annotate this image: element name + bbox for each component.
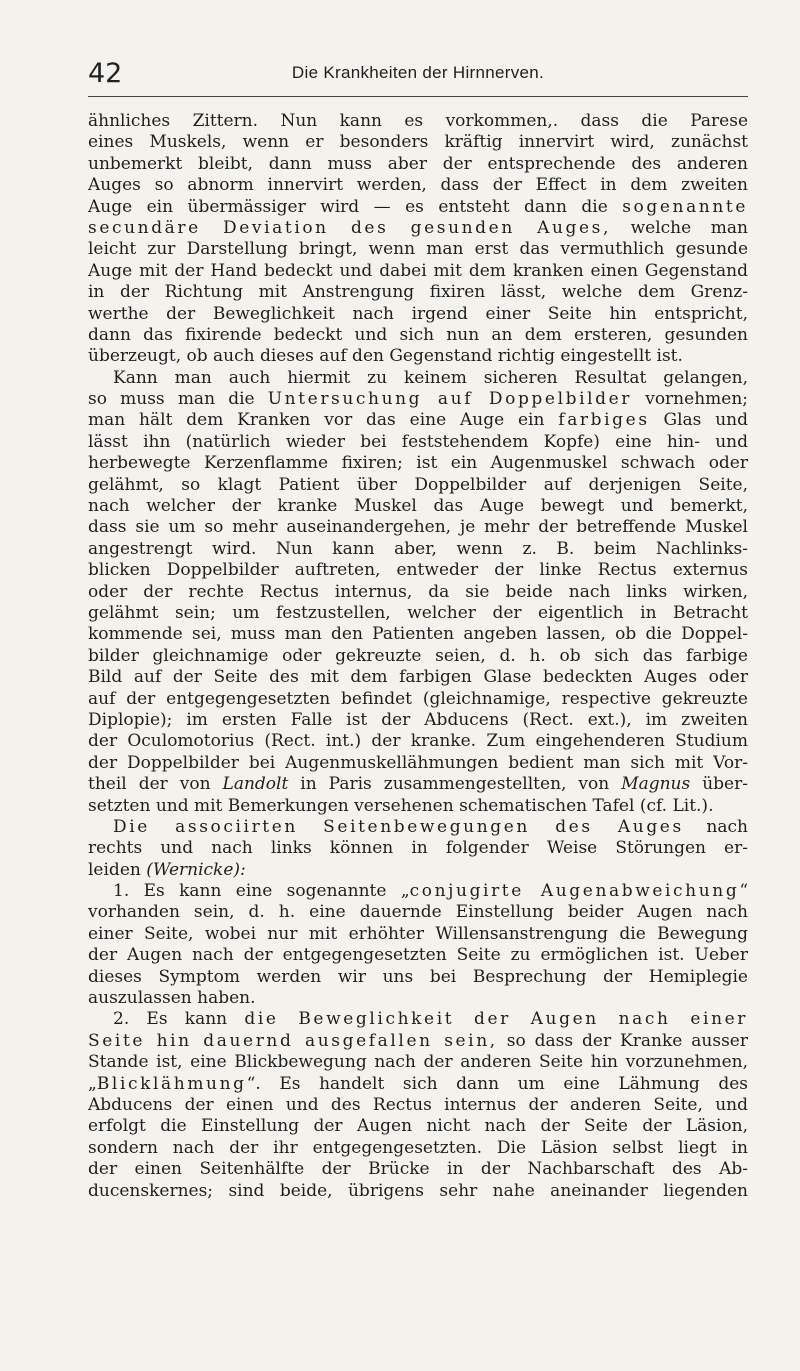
- line-text: leiden: [88, 859, 147, 880]
- line-text: “. Es handelt sich dann um eine Lähmung des: [246, 1073, 748, 1094]
- text-line: [88, 282, 748, 303]
- text-line: [88, 1009, 748, 1030]
- text-line: [88, 1052, 748, 1073]
- text-line: [88, 539, 748, 560]
- line-text: „: [88, 1073, 97, 1094]
- line-text: Bild auf der Seite des mit dem farbigen Glase bedeckten Auges oder: [88, 667, 748, 688]
- line-text: Auges so abnorm innervirt werden, dass der Effect in dem zweiten: [88, 175, 748, 196]
- text-line: [88, 304, 748, 325]
- text-line: [88, 496, 748, 517]
- line-text: vorhanden sein, d. h. eine dauernde Einstellung beider Augen nach: [88, 902, 748, 923]
- spaced-text: Untersuchung auf Doppelbilder: [267, 389, 633, 410]
- line-text: gelähmt sein; um festzustellen, welcher der eigentlich in Betracht: [88, 602, 748, 623]
- text-line: [88, 475, 748, 496]
- text-line: [88, 796, 748, 817]
- line-text: angestrengt wird. Nun kann aber, wenn z. B. beim Nachlinks-: [88, 538, 748, 559]
- text-line: [88, 817, 748, 838]
- text-line: [88, 731, 748, 752]
- line-text: Stande ist, eine Blickbewegung nach der anderen Seite hin vorzunehmen,: [88, 1052, 748, 1073]
- text-line: [88, 517, 748, 538]
- line-text: 2. Es kann: [113, 1009, 245, 1030]
- line-text: kommende sei, muss man den Patienten angeben lassen, ob die Doppel-: [88, 624, 748, 645]
- line-text: auszulassen haben.: [88, 988, 256, 1009]
- running-title: Die Krankheiten der Hirnnerven.: [291, 63, 545, 82]
- text-line: [88, 389, 748, 410]
- text-line: [88, 945, 748, 966]
- spaced-text: Blicklähmung: [96, 1073, 247, 1094]
- line-text: Auge mit der Hand bedeckt und dabei mit dem kranken einen Gegenstand: [88, 260, 748, 281]
- line-text: “: [739, 881, 748, 902]
- line-text: nach: [683, 816, 748, 837]
- line-text: unbemerkt bleibt, dann muss aber der entsprechende des anderen: [88, 153, 748, 174]
- text-line: [88, 1031, 748, 1052]
- line-text: der einen Seitenhälfte der Brücke in der Nachbarschaft des Ab-: [88, 1159, 748, 1180]
- text-line: [88, 924, 748, 945]
- text-line: [88, 838, 748, 859]
- line-text: leicht zur Darstellung bringt, wenn man erst das vermuthlich gesunde: [88, 239, 748, 260]
- text-line: [88, 667, 748, 688]
- text-line: [88, 1116, 748, 1137]
- italic-text: Landolt: [222, 774, 289, 795]
- text-line: [88, 239, 748, 260]
- spaced-text: Die associirten Seitenbewegungen des Auges: [113, 816, 684, 837]
- line-text: lässt ihn (natürlich wieder bei feststehendem Kopfe) eine hin- und: [88, 431, 748, 452]
- line-text: gelähmt, so klagt Patient über Doppelbilder auf derjenigen Seite,: [88, 474, 748, 495]
- text-line: [88, 624, 748, 645]
- line-text: bilder gleichnamige oder gekreuzte seien, d. h. ob sich das farbige: [88, 645, 748, 666]
- line-text: blicken Doppelbilder auftreten, entweder der linke Rectus externus: [88, 560, 748, 581]
- line-text: überzeugt, ob auch dieses auf den Gegenstand richtig eingestellt ist.: [88, 346, 683, 367]
- line-text: oder der rechte Rectus internus, da sie beide nach links wirken,: [88, 581, 748, 602]
- line-text: dass sie um so mehr auseinandergehen, je mehr der betreffende Muskel: [88, 517, 748, 538]
- text-line: [88, 1159, 748, 1180]
- text-line: [88, 154, 748, 175]
- text-line: [88, 346, 748, 367]
- text-line: [88, 582, 748, 603]
- text-line: [88, 325, 748, 346]
- text-line: [88, 1074, 748, 1095]
- line-text: dann das fixirende bedeckt und sich nun an dem ersteren, gesunden: [88, 324, 748, 345]
- italic-text: (Wernicke):: [146, 859, 246, 880]
- line-text: so dass der Kranke ausser: [497, 1030, 748, 1051]
- text-line: [88, 646, 748, 667]
- line-text: vornehmen;: [632, 389, 748, 410]
- line-text: über-: [690, 774, 748, 795]
- line-text: eines Muskels, wenn er besonders kräftig innervirt wird, zunächst: [88, 132, 748, 153]
- text-line: [88, 881, 748, 902]
- line-text: in Paris zusammengestellten, von: [288, 774, 622, 795]
- text-line: [88, 132, 748, 153]
- line-text: ducenskernes; sind beide, übrigens sehr nahe aneinander liegenden: [88, 1180, 748, 1201]
- line-text: der Augen nach der entgegengesetzten Seite zu ermöglichen ist. Ueber: [88, 945, 748, 966]
- body-text: [88, 111, 748, 1202]
- line-text: so muss man die: [88, 389, 268, 410]
- italic-text: Magnus: [621, 774, 691, 795]
- spaced-text: sogenannte: [622, 196, 748, 217]
- line-text: man hält dem Kranken vor das eine Auge ein: [88, 410, 559, 431]
- text-line: [88, 218, 748, 239]
- text-line: [88, 560, 748, 581]
- text-line: [88, 410, 748, 431]
- text-line: [88, 902, 748, 923]
- spaced-text: conjugirte Augenabweichung: [409, 881, 740, 902]
- line-text: theil der von: [88, 774, 223, 795]
- line-text: der Doppelbilder bei Augenmuskellähmungen bedient man sich mit Vor-: [88, 752, 748, 773]
- text-line: [88, 860, 748, 881]
- spaced-text: farbiges: [558, 410, 650, 431]
- line-text: 1. Es kann eine sogenannte „: [113, 881, 410, 902]
- text-line: [88, 710, 748, 731]
- line-text: Auge ein übermässiger wird — es entsteht dann die: [88, 196, 623, 217]
- line-text: der Oculomotorius (Rect. int.) der kranke. Zum eingehenderen Studium: [88, 731, 748, 752]
- line-text: herbewegte Kerzenflamme fixiren; ist ein Augenmuskel schwach oder: [88, 453, 748, 474]
- text-line: [88, 111, 748, 132]
- line-text: Glas und: [649, 410, 748, 431]
- text-line: [88, 753, 748, 774]
- spaced-text: Seite hin dauernd ausgefallen sein,: [88, 1030, 498, 1051]
- text-line: [88, 1138, 748, 1159]
- line-text: setzten und mit Bemerkungen versehenen schematischen Tafel (cf. Lit.).: [88, 795, 714, 816]
- line-text: Abducens der einen und des Rectus internus der anderen Seite, und: [88, 1094, 748, 1115]
- line-text: in der Richtung mit Anstrengung fixiren lässt, welche dem Grenz-: [88, 282, 748, 303]
- text-line: [88, 1181, 748, 1202]
- line-text: einer Seite, wobei nur mit erhöhter Willensanstrengung die Bewegung: [88, 923, 748, 944]
- page-header: [88, 56, 748, 97]
- text-line: [88, 967, 748, 988]
- text-line: [88, 197, 748, 218]
- text-line: [88, 175, 748, 196]
- text-line: [88, 368, 748, 389]
- page-number: 42: [88, 58, 123, 89]
- text-line: [88, 689, 748, 710]
- text-line: [88, 988, 748, 1009]
- line-text: sondern nach der ihr entgegengesetzten. Die Läsion selbst liegt in: [88, 1137, 748, 1158]
- line-text: Diplopie); im ersten Falle ist der Abducens (Rect. ext.), im zweiten: [88, 709, 748, 730]
- spaced-text: die Beweglichkeit der Augen nach einer: [244, 1009, 748, 1030]
- line-text: dieses Symptom werden wir uns bei Besprechung der Hemiplegie: [88, 966, 748, 987]
- text-line: [88, 603, 748, 624]
- line-text: ähnliches Zittern. Nun kann es vorkommen,. dass die Parese: [88, 111, 748, 131]
- line-text: erfolgt die Einstellung der Augen nicht nach der Seite der Läsion,: [88, 1116, 748, 1137]
- text-line: [88, 774, 748, 795]
- line-text: rechts und nach links können in folgender Weise Störungen er-: [88, 838, 748, 859]
- line-text: werthe der Beweglichkeit nach irgend einer Seite hin entspricht,: [88, 303, 748, 324]
- text-line: [88, 432, 748, 453]
- text-line: [88, 453, 748, 474]
- line-text: nach welcher der kranke Muskel das Auge bewegt und bemerkt,: [88, 496, 748, 517]
- spaced-text: secundäre Deviation des gesunden Auges,: [88, 217, 611, 238]
- text-line: [88, 261, 748, 282]
- text-line: [88, 1095, 748, 1116]
- line-text: auf der entgegengesetzten befindet (gleichnamige, respective gekreuzte: [88, 688, 748, 709]
- line-text: Kann man auch hiermit zu keinem sicheren Resultat gelangen,: [113, 367, 748, 388]
- line-text: welche man: [610, 217, 748, 238]
